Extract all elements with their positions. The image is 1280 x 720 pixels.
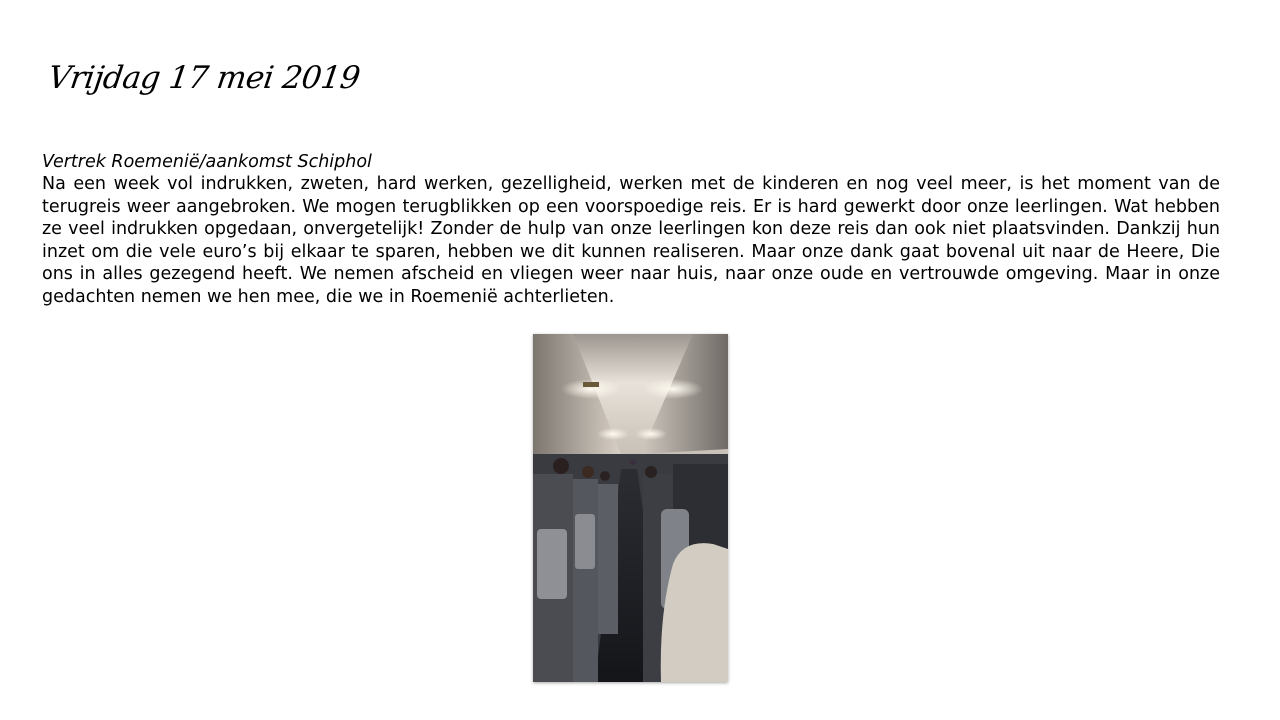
body-paragraph: Na een week vol indrukken, zweten, hard werken, gezelligheid, werken met de kinderen en nog veel meer, is het moment van de terugreis weer aangebroken. We mogen terugblikken op een voorspoedige reis. Er is hard gewerkt door onze leerlingen. Wat hebben ze veel indrukken opgedaan, onvergetelijk! Zonder de hulp van onze leerlingen kon deze reis dan ook niet plaatsvinden. Dankzij hun inzet om die vele euro’s bij elkaar te sparen, hebben we dit kunnen realiseren. Maar onze dank gaat bovenal uit naar de Heere, Die ons in alles gezegend heeft. We nemen afscheid en vliegen weer naar huis, naar onze oude en vertrouwde omgeving. Maar in onze gedachten nemen we hen mee, die we in Roemenië achterlieten. <box>42 174 1220 307</box>
slide-subtitle: Vertrek Roemenië/aankomst Schiphol <box>42 152 372 172</box>
slide-title: Vrijdag 17 mei 2019 <box>46 60 363 96</box>
airplane-cabin-photo <box>533 334 728 682</box>
